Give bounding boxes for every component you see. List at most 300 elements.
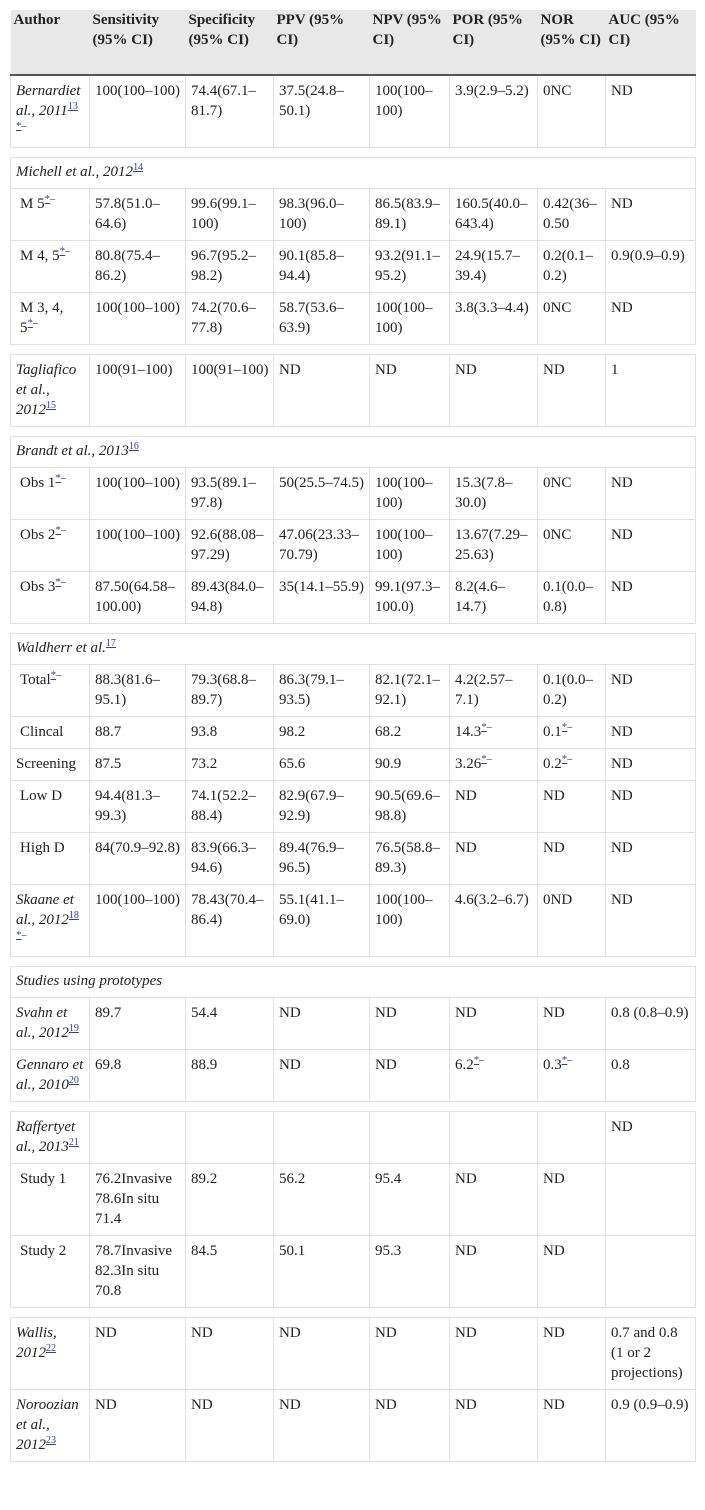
- footnote-star-link[interactable]: *: [16, 929, 22, 941]
- value-cell: [370, 572, 450, 624]
- author-cell: [11, 468, 90, 520]
- value-cell: [186, 1390, 274, 1462]
- reference-link[interactable]: 19: [68, 1023, 79, 1034]
- value-text: 0.9 (0.9–0.9): [611, 1397, 689, 1413]
- author-cell: [11, 189, 90, 241]
- value-text: 98.2: [279, 724, 306, 740]
- author-text: Obs 2: [20, 527, 56, 543]
- author-text: Tagliafico et al., 2012: [16, 362, 77, 418]
- value-text: 95.4: [375, 1171, 402, 1187]
- value-text: 90.9: [375, 756, 402, 772]
- value-text: 93.8: [191, 724, 218, 740]
- value-text: ND: [375, 1005, 397, 1021]
- value-cell: [538, 1050, 606, 1102]
- reference-link[interactable]: 14: [133, 162, 144, 173]
- value-text: 78.7Invasive 82.3In situ 70.8: [95, 1243, 173, 1299]
- reference-sup: [46, 400, 56, 411]
- table-row: [11, 1390, 696, 1462]
- section-row: [11, 158, 696, 189]
- header-npv: NPV (95% CI): [370, 10, 450, 75]
- footnote-dash: –: [60, 525, 66, 536]
- author-text: Clincal: [20, 724, 64, 740]
- value-text: 160.5(40.0–643.4): [455, 196, 528, 232]
- value-cell: [606, 1050, 696, 1102]
- footnote-dash: –: [60, 473, 66, 484]
- value-text: 0.1(0.0–0.8): [543, 579, 593, 615]
- value-text: ND: [375, 362, 397, 378]
- value-text: ND: [95, 1397, 117, 1413]
- author-cell: [11, 520, 90, 572]
- value-cell: [274, 75, 370, 148]
- spacer-cell: [11, 624, 696, 634]
- value-text: ND: [191, 1397, 213, 1413]
- value-cell: [606, 1236, 696, 1308]
- value-cell: [538, 1318, 606, 1390]
- value-text: ND: [611, 527, 633, 543]
- reference-link[interactable]: 21: [68, 1137, 79, 1148]
- value-cell: [538, 355, 606, 427]
- value-text: 84.5: [191, 1243, 218, 1259]
- value-cell: [606, 998, 696, 1050]
- value-cell: [274, 355, 370, 427]
- table-row: [11, 1050, 696, 1102]
- value-text: ND: [279, 1005, 301, 1021]
- value-text: 87.50(64.58–100.00): [95, 579, 175, 615]
- author-text: Study 2: [20, 1243, 67, 1259]
- reference-link[interactable]: 17: [105, 638, 116, 649]
- value-text: 1: [611, 362, 619, 378]
- value-text: ND: [375, 1057, 397, 1073]
- author-cell: [11, 355, 90, 427]
- value-cell: [370, 355, 450, 427]
- value-text: 69.8: [95, 1057, 122, 1073]
- value-cell: [538, 717, 606, 749]
- author-text: M 5: [20, 196, 45, 212]
- value-cell: [274, 468, 370, 520]
- table-row: [11, 665, 696, 717]
- section-row: [11, 634, 696, 665]
- table-row: [11, 1236, 696, 1308]
- value-text: ND: [611, 724, 633, 740]
- footnote-star-link[interactable]: *: [59, 245, 66, 257]
- footnote-star-link[interactable]: *: [473, 1054, 480, 1066]
- value-cell: [538, 998, 606, 1050]
- value-cell: [186, 1236, 274, 1308]
- value-cell: [370, 885, 450, 957]
- section-label: [11, 437, 696, 468]
- value-text: 80.8(75.4–86.2): [95, 248, 160, 284]
- author-text: Obs 3: [20, 579, 56, 595]
- footnote-star-link[interactable]: *: [55, 524, 61, 536]
- spacer-row: [11, 427, 696, 437]
- value-cell: [186, 1050, 274, 1102]
- footnote-star-link[interactable]: *: [27, 317, 33, 329]
- value-cell: [274, 520, 370, 572]
- footnote-sup: [55, 525, 66, 536]
- value-cell: [538, 75, 606, 148]
- value-cell: [606, 781, 696, 833]
- footnote-dash: –: [21, 121, 27, 132]
- table-row: [11, 885, 696, 957]
- value-text: 76.2Invasive 78.6In situ 71.4: [95, 1171, 173, 1227]
- footnote-sup: [562, 1055, 573, 1066]
- value-cell: [90, 241, 186, 293]
- value-text: ND: [455, 840, 477, 856]
- value-text: 65.6: [279, 756, 306, 772]
- value-cell: [450, 749, 538, 781]
- value-cell: [186, 572, 274, 624]
- table-row: [11, 355, 696, 427]
- value-text: 93.5(89.1–97.8): [191, 475, 256, 511]
- author-cell: [11, 75, 90, 148]
- value-cell: [370, 1236, 450, 1308]
- value-text: ND: [455, 1243, 477, 1259]
- value-cell: [90, 189, 186, 241]
- reference-sup: [69, 1075, 79, 1086]
- value-text: 50(25.5–74.5): [279, 475, 364, 491]
- value-text: ND: [543, 1005, 565, 1021]
- value-text: 4.2(2.57–7.1): [455, 672, 513, 708]
- header-por: POR (95% CI): [450, 10, 538, 75]
- footnote-sup: [28, 318, 39, 329]
- header-row: [11, 10, 696, 75]
- author-cell: [11, 749, 90, 781]
- reference-link[interactable]: 16: [128, 441, 139, 452]
- spacer-row: [11, 957, 696, 967]
- value-cell: [274, 1112, 370, 1164]
- value-text: 98.3(96.0–100): [279, 196, 344, 232]
- footnote-sup: [16, 121, 27, 132]
- value-text: ND: [543, 1325, 565, 1341]
- value-text: 100(100–100): [95, 527, 180, 543]
- footnote-sup: [60, 246, 71, 257]
- value-text: 0NC: [543, 300, 572, 316]
- value-cell: [450, 885, 538, 957]
- table-row: [11, 717, 696, 749]
- value-cell: [450, 1112, 538, 1164]
- reference-sup: [129, 441, 139, 452]
- reference-link[interactable]: 23: [46, 1435, 56, 1446]
- value-text: 93.2(91.1–95.2): [375, 248, 440, 284]
- value-cell: [606, 355, 696, 427]
- reference-link[interactable]: 15: [46, 400, 56, 411]
- value-text: 100(100–100): [95, 83, 180, 99]
- spacer-row: [11, 1308, 696, 1318]
- value-text: 6.2: [455, 1057, 474, 1073]
- value-text: 3.26: [455, 756, 482, 772]
- value-text: 88.7: [95, 724, 122, 740]
- author-cell: [11, 1318, 90, 1390]
- value-text: 99.1(97.3–100.0): [375, 579, 440, 615]
- value-text: 90.1(85.8–94.4): [279, 248, 344, 284]
- value-cell: [274, 998, 370, 1050]
- footnote-sup: [474, 1055, 485, 1066]
- value-cell: [370, 665, 450, 717]
- value-cell: [274, 781, 370, 833]
- table-row: [11, 189, 696, 241]
- value-text: 96.7(95.2–98.2): [191, 248, 256, 284]
- value-cell: [90, 572, 186, 624]
- value-text: 95.3: [375, 1243, 402, 1259]
- value-text: 94.4(81.3–99.3): [95, 788, 160, 824]
- value-cell: [538, 833, 606, 885]
- reference-sup: [106, 638, 116, 649]
- author-text: M 4, 5: [20, 248, 60, 264]
- value-cell: [538, 189, 606, 241]
- footnote-sup: [55, 577, 66, 588]
- reference-sup: [69, 1137, 79, 1148]
- author-text: Obs 1: [20, 475, 56, 491]
- value-text: 88.3(81.6–95.1): [95, 672, 160, 708]
- value-cell: [186, 355, 274, 427]
- footnote-star-link[interactable]: *: [44, 193, 51, 205]
- value-text: 74.1(52.2–88.4): [191, 788, 256, 824]
- value-cell: [90, 293, 186, 345]
- value-cell: [90, 520, 186, 572]
- value-text: 24.9(15.7–39.4): [455, 248, 520, 284]
- value-text: 0.8 (0.8–0.9): [611, 1005, 689, 1021]
- value-text: 89.7: [95, 1005, 122, 1021]
- reference-link[interactable]: 13: [67, 101, 78, 112]
- value-text: 3.8(3.3–4.4): [455, 300, 529, 316]
- footnote-sup: [481, 754, 492, 765]
- value-text: ND: [543, 788, 565, 804]
- value-text: 55.1(41.1–69.0): [279, 892, 344, 928]
- value-cell: [90, 468, 186, 520]
- value-text: 100(100–100): [95, 300, 180, 316]
- value-text: 57.8(51.0–64.6): [95, 196, 160, 232]
- table-row: [11, 293, 696, 345]
- value-cell: [274, 1050, 370, 1102]
- value-cell: [450, 781, 538, 833]
- spacer-cell: [11, 1102, 696, 1112]
- value-text: 8.2(4.6–14.7): [455, 579, 505, 615]
- author-cell: [11, 1112, 90, 1164]
- author-text: M 3, 4, 5: [20, 300, 64, 336]
- value-text: ND: [455, 362, 477, 378]
- header-nor: NOR (95% CI): [538, 10, 606, 75]
- value-cell: [186, 1318, 274, 1390]
- footnote-star-link[interactable]: *: [55, 576, 61, 588]
- footnote-star-link[interactable]: *: [16, 120, 22, 132]
- value-cell: [370, 468, 450, 520]
- value-text: 79.3(68.8–89.7): [191, 672, 256, 708]
- value-cell: [450, 665, 538, 717]
- value-text: 35(14.1–55.9): [279, 579, 364, 595]
- value-cell: [274, 833, 370, 885]
- author-text: Screening: [16, 756, 76, 772]
- reference-sup: [46, 1435, 56, 1446]
- author-text: Svahn et al., 2012: [16, 1005, 69, 1041]
- value-cell: [606, 885, 696, 957]
- value-text: ND: [279, 1325, 301, 1341]
- section-label: [11, 967, 696, 998]
- author-cell: [11, 833, 90, 885]
- value-cell: [606, 717, 696, 749]
- value-text: 56.2: [279, 1171, 306, 1187]
- footnote-star-link[interactable]: *: [481, 721, 487, 733]
- value-text: 68.2: [375, 724, 402, 740]
- reference-link[interactable]: 18: [68, 910, 79, 921]
- reference-sup: [133, 162, 143, 173]
- value-cell: [538, 293, 606, 345]
- footnote-star-link[interactable]: *: [55, 472, 61, 484]
- value-text: 89.4(76.9–96.5): [279, 840, 344, 876]
- header-author: Author: [11, 10, 90, 75]
- table-row: [11, 749, 696, 781]
- value-cell: [274, 885, 370, 957]
- value-text: 4.6(3.2–6.7): [455, 892, 529, 908]
- value-text: 0NC: [543, 475, 572, 491]
- value-text: 86.3(79.1–93.5): [279, 672, 344, 708]
- value-text: ND: [455, 1325, 477, 1341]
- value-cell: [370, 293, 450, 345]
- section-label-text: Michell et al., 2012: [16, 164, 134, 180]
- value-text: ND: [543, 840, 565, 856]
- footnote-star-link[interactable]: *: [561, 753, 568, 765]
- value-text: 100(100–100): [375, 300, 433, 336]
- author-text: Total: [20, 672, 51, 688]
- table-row: [11, 572, 696, 624]
- footnote-star-link[interactable]: *: [481, 753, 487, 765]
- footnote-dash: –: [21, 930, 27, 941]
- reference-link[interactable]: 22: [46, 1343, 56, 1354]
- author-text: Study 1: [20, 1171, 67, 1187]
- value-text: 0.2: [543, 756, 562, 772]
- value-cell: [450, 293, 538, 345]
- table-row: [11, 781, 696, 833]
- value-text: ND: [611, 788, 633, 804]
- footnote-sup: [562, 754, 573, 765]
- footnote-dash: –: [65, 246, 71, 257]
- author-cell: [11, 998, 90, 1050]
- value-cell: [186, 749, 274, 781]
- value-text: ND: [611, 579, 633, 595]
- value-cell: [606, 520, 696, 572]
- value-cell: [90, 75, 186, 148]
- header-specificity: Specificity (95% CI): [186, 10, 274, 75]
- results-table: [10, 10, 696, 1462]
- value-text: ND: [279, 1397, 301, 1413]
- spacer-row: [11, 1102, 696, 1112]
- value-cell: [450, 241, 538, 293]
- author-text: Skaane et al., 2012: [16, 892, 74, 928]
- value-text: 47.06(23.33–70.79): [279, 527, 359, 563]
- value-cell: [538, 1236, 606, 1308]
- section-label: [11, 634, 696, 665]
- value-cell: [90, 1050, 186, 1102]
- value-cell: [370, 75, 450, 148]
- header-ppv: PPV (95% CI): [274, 10, 370, 75]
- value-text: ND: [611, 672, 633, 688]
- spacer-cell: [11, 148, 696, 158]
- value-cell: [186, 885, 274, 957]
- spacer-cell: [11, 427, 696, 437]
- value-text: 100(91–100): [95, 362, 173, 378]
- value-cell: [370, 1390, 450, 1462]
- value-cell: [450, 833, 538, 885]
- table-row: [11, 241, 696, 293]
- table-row: [11, 1112, 696, 1164]
- value-text: 89.2: [191, 1171, 218, 1187]
- value-text: ND: [543, 1243, 565, 1259]
- value-text: 89.43(84.0–94.8): [191, 579, 264, 615]
- value-cell: [450, 520, 538, 572]
- author-cell: [11, 1164, 90, 1236]
- value-text: 13.67(7.29–25.63): [455, 527, 528, 563]
- footnote-dash: –: [567, 722, 573, 733]
- value-cell: [90, 885, 186, 957]
- spacer-row: [11, 624, 696, 634]
- footnote-star-link[interactable]: *: [50, 669, 57, 681]
- value-text: ND: [455, 788, 477, 804]
- value-cell: [370, 1112, 450, 1164]
- value-text: 15.3(7.8–30.0): [455, 475, 513, 511]
- author-text: Gennaro et al., 2010: [16, 1057, 84, 1093]
- value-cell: [450, 1050, 538, 1102]
- value-cell: [274, 665, 370, 717]
- value-cell: [606, 1318, 696, 1390]
- value-text: ND: [611, 475, 633, 491]
- value-cell: [186, 998, 274, 1050]
- table-row: [11, 833, 696, 885]
- value-text: ND: [611, 892, 633, 908]
- value-text: 92.6(88.08–97.29): [191, 527, 264, 563]
- value-text: 14.3: [455, 724, 482, 740]
- table-row: [11, 520, 696, 572]
- value-cell: [538, 468, 606, 520]
- footnote-dash: –: [567, 754, 573, 765]
- value-text: 99.6(99.1–100): [191, 196, 256, 232]
- value-cell: [274, 1236, 370, 1308]
- reference-link[interactable]: 20: [68, 1075, 79, 1086]
- footnote-star-link[interactable]: *: [561, 721, 568, 733]
- footnote-star-link[interactable]: *: [561, 1054, 568, 1066]
- value-text: 0.7 and 0.8 (1 or 2 projections): [611, 1325, 683, 1381]
- value-cell: [606, 189, 696, 241]
- table-container: [10, 10, 695, 1462]
- value-cell: [450, 189, 538, 241]
- value-cell: [274, 1318, 370, 1390]
- value-cell: [606, 665, 696, 717]
- value-text: 84(70.9–92.8): [95, 840, 180, 856]
- value-cell: [450, 1318, 538, 1390]
- value-cell: [90, 749, 186, 781]
- value-cell: [538, 1112, 606, 1164]
- footnote-sup: [481, 722, 492, 733]
- value-cell: [274, 293, 370, 345]
- value-cell: [186, 468, 274, 520]
- value-cell: [606, 749, 696, 781]
- value-cell: [274, 1164, 370, 1236]
- header-auc: AUC (95% CI): [606, 10, 696, 75]
- value-cell: [186, 665, 274, 717]
- value-cell: [370, 998, 450, 1050]
- spacer-row: [11, 148, 696, 158]
- value-cell: [450, 717, 538, 749]
- section-label-text: Studies using prototypes: [16, 973, 163, 989]
- value-cell: [90, 1236, 186, 1308]
- value-text: ND: [279, 1057, 301, 1073]
- value-cell: [606, 572, 696, 624]
- value-cell: [90, 355, 186, 427]
- spacer-cell: [11, 1308, 696, 1318]
- footnote-sup: [55, 473, 66, 484]
- value-cell: [606, 1390, 696, 1462]
- section-label: [11, 158, 696, 189]
- value-text: ND: [611, 196, 633, 212]
- value-text: 90.5(69.6–98.8): [375, 788, 440, 824]
